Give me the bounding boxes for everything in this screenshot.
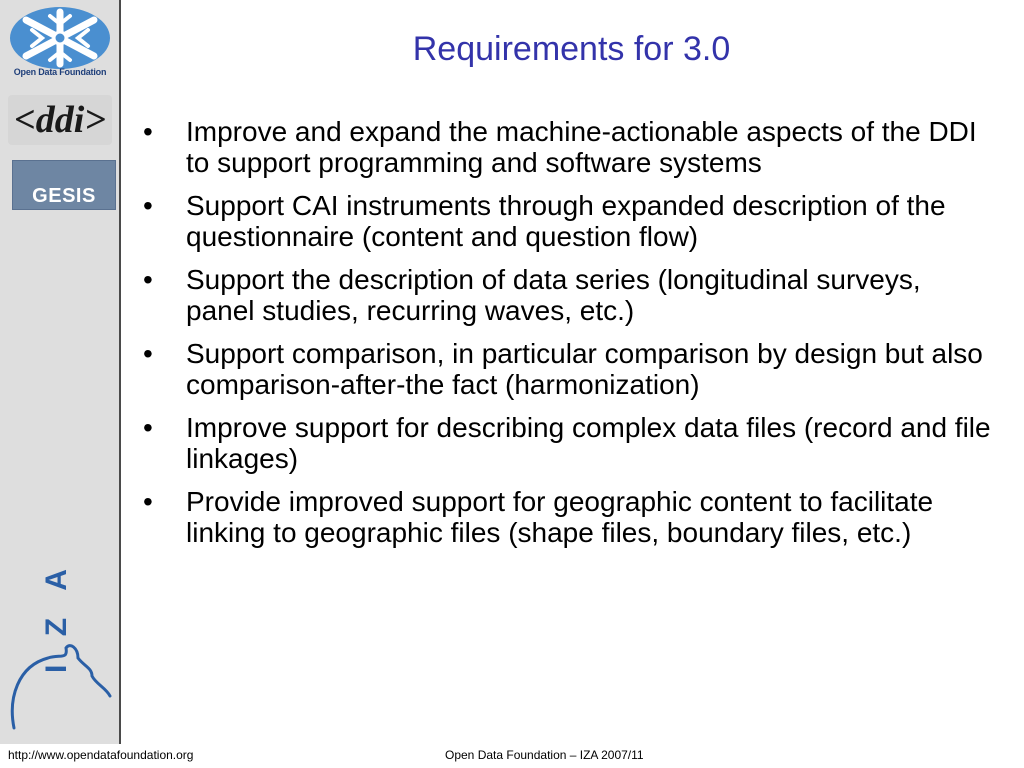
bullet-item [143,116,993,178]
bullet-item [143,190,993,252]
bullet-marker: • [143,338,153,369]
bullet-item [143,338,993,400]
iza-logo-text: I Z A [40,559,73,673]
bullet-item [143,264,993,326]
slide-title: Requirements for 3.0 [412,30,731,68]
bullet-text: Support comparison, in particular comparison by design but also comparison-after-the fact (harmonization) [186,338,983,400]
bullet-item [143,486,993,548]
bullet-marker: • [143,486,153,517]
footer [0,748,1024,764]
footer-center-text: Open Data Foundation – IZA 2007/11 [445,748,644,762]
footer-url[interactable]: http://www.opendatafoundation.org [8,748,194,762]
ddi-logo-text: <ddi> [14,99,106,141]
bullet-marker: • [143,264,153,295]
bullet-text: Provide improved support for geographic content to facilitate linking to geographic files (shape files, boundary files, etc.) [186,486,934,548]
bullet-text: Improve and expand the machine-actionable aspects of the DDI to support programming and software systems [186,116,977,178]
odf-logo-label: Open Data Foundation [13,67,107,77]
bullet-text: Support the description of data series (longitudinal surveys, panel studies, recurring waves, etc.) [186,264,921,326]
ddi-logo [6,92,114,148]
bullet-item [143,412,993,474]
bullet-marker: • [143,116,153,147]
gesis-logo [12,160,116,210]
bullet-text: Support CAI instruments through expanded description of the questionnaire (content and question flow) [186,190,946,252]
iza-logo [8,508,118,736]
bullet-marker: • [143,190,153,221]
bullet-marker: • [143,412,153,443]
logo-sidebar [0,0,121,744]
gesis-logo-text: GESIS [32,185,96,207]
bullet-list [143,116,993,560]
bullet-text: Improve support for describing complex data files (record and file linkages) [186,412,991,474]
